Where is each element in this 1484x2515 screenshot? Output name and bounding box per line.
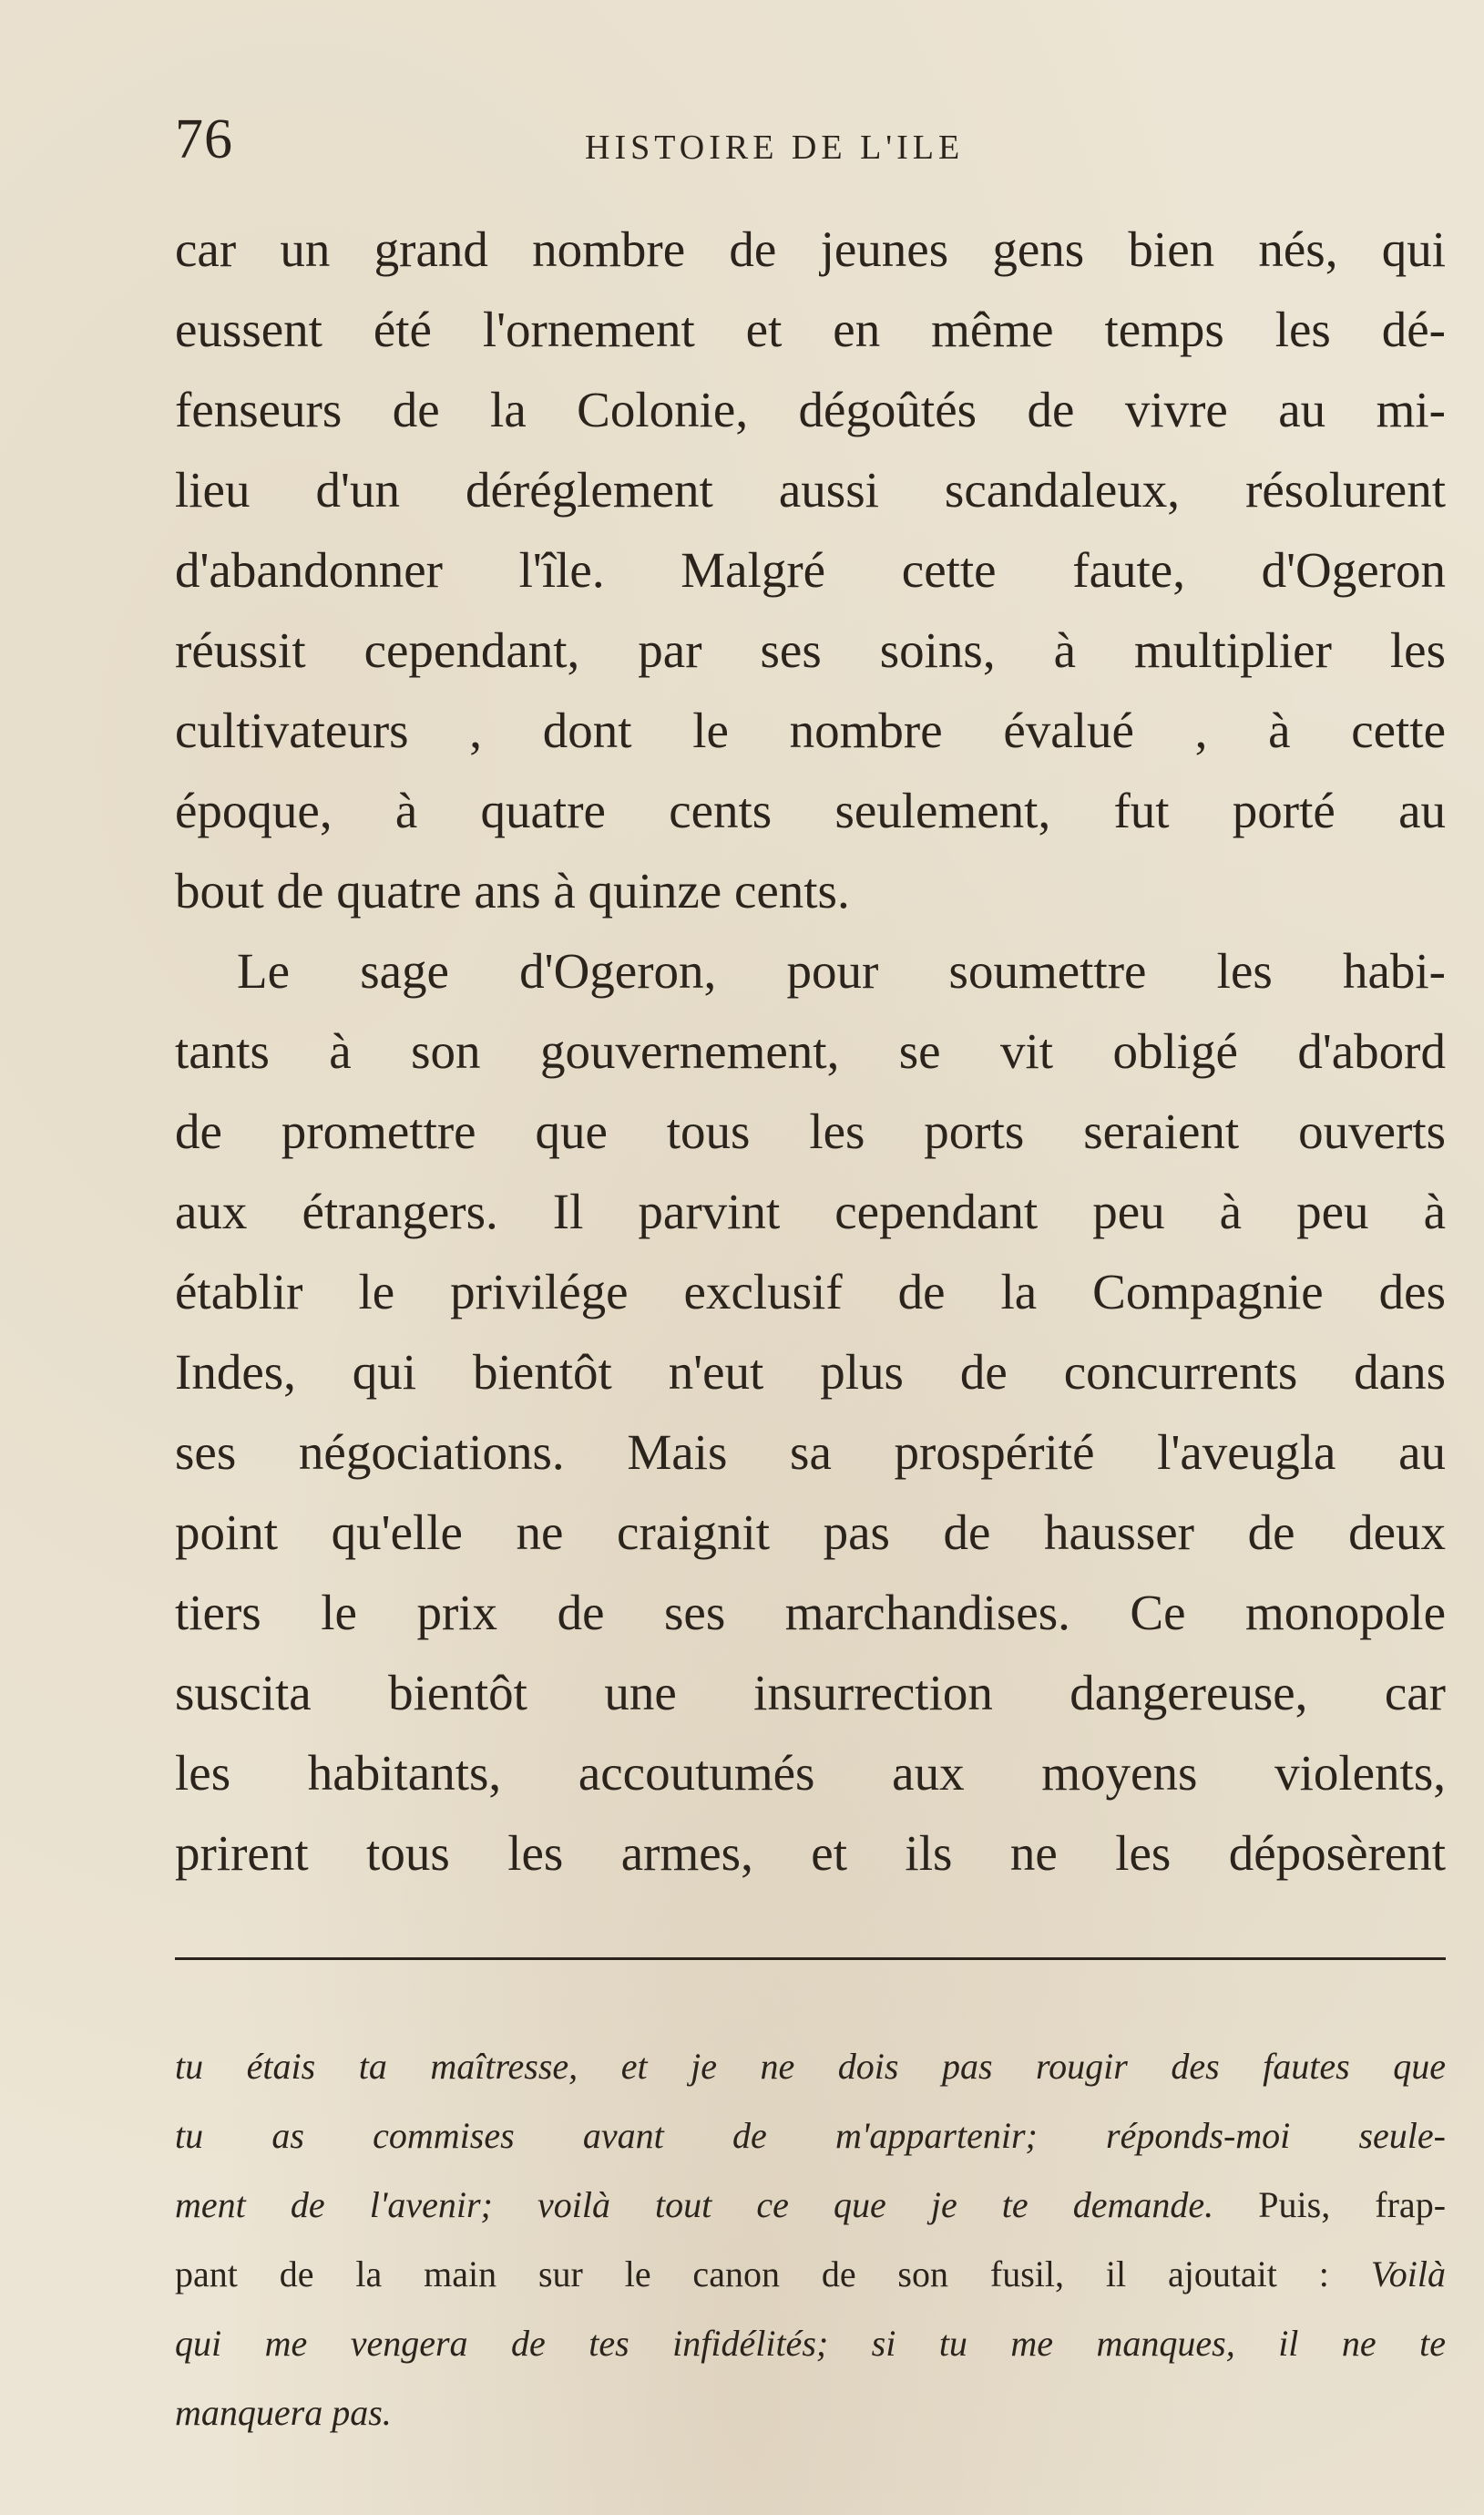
footnote-italic-text: Voilà <box>1370 2253 1446 2294</box>
text-line: car un grand nombre de jeunes gens bien nés, qui <box>175 221 1446 277</box>
footnote-line: tu as commises avant de m'appartenir; réponds-moi seule- <box>175 2115 1446 2156</box>
footnote-italic-text: ment de l'avenir; voilà tout ce que je te demande. <box>175 2184 1214 2225</box>
footnote-line: qui me vengera de tes infidélités; si tu me manques, il ne te <box>175 2323 1446 2364</box>
text-line: point qu'elle ne craignit pas de hausser de deux <box>175 1504 1446 1560</box>
text-line: Indes, qui bientôt n'eut plus de concurrents dans <box>175 1344 1446 1400</box>
text-line: de promettre que tous les ports seraient ouverts <box>175 1104 1446 1159</box>
footnote-line: tu étais ta maîtresse, et je ne dois pas rougir des fautes que <box>175 2046 1446 2087</box>
footnote <box>175 2032 1446 2448</box>
running-head: HISTOIRE DE L'ILE <box>585 128 965 167</box>
text-line: ses négociations. Mais sa prospérité l'aveugla au <box>175 1424 1446 1480</box>
text-line: bout de quatre ans à quinze cents. <box>175 863 850 919</box>
text-line: les habitants, accoutumés aux moyens violents, <box>175 1745 1446 1801</box>
page-number: 76 <box>175 108 233 170</box>
text-line: prirent tous les armes, et ils ne les déposèrent <box>175 1825 1446 1881</box>
text-line: Le sage d'Ogeron, pour soumettre les habi- <box>237 943 1446 999</box>
page-header <box>175 108 1450 190</box>
text-line: lieu d'un déréglement aussi scandaleux, résolurent <box>175 462 1446 518</box>
text-line: eussent été l'ornement et en même temps les dé- <box>175 302 1446 357</box>
text-line: suscita bientôt une insurrection dangereuse, car <box>175 1665 1446 1720</box>
text-line: réussit cependant, par ses soins, à multiplier les <box>175 622 1446 678</box>
footnote-line <box>175 2171 1446 2240</box>
text-line: tiers le prix de ses marchandises. Ce monopole <box>175 1585 1446 1640</box>
text-line: cultivateurs , dont le nombre évalué , à cette <box>175 703 1446 758</box>
text-line: établir le privilége exclusif de la Compagnie des <box>175 1264 1446 1319</box>
footnote-line <box>175 2240 1446 2309</box>
footnote-line: manquera pas. <box>175 2392 392 2433</box>
footnote-roman-text: Puis, frap- <box>1213 2184 1446 2225</box>
text-line: d'abandonner l'île. Malgré cette faute, d'Ogeron <box>175 542 1446 598</box>
footnote-roman-text: pant de la main sur le canon de son fusil, il ajoutait : <box>175 2253 1371 2294</box>
footnote-rule <box>175 1957 1446 1960</box>
text-line: tants à son gouvernement, se vit obligé d'abord <box>175 1023 1446 1079</box>
text-line: aux étrangers. Il parvint cependant peu à peu à <box>175 1184 1446 1239</box>
text-line: fenseurs de la Colonie, dégoûtés de vivre au mi- <box>175 382 1446 437</box>
text-line: époque, à quatre cents seulement, fut porté au <box>175 783 1446 838</box>
body-text <box>175 210 1446 1894</box>
